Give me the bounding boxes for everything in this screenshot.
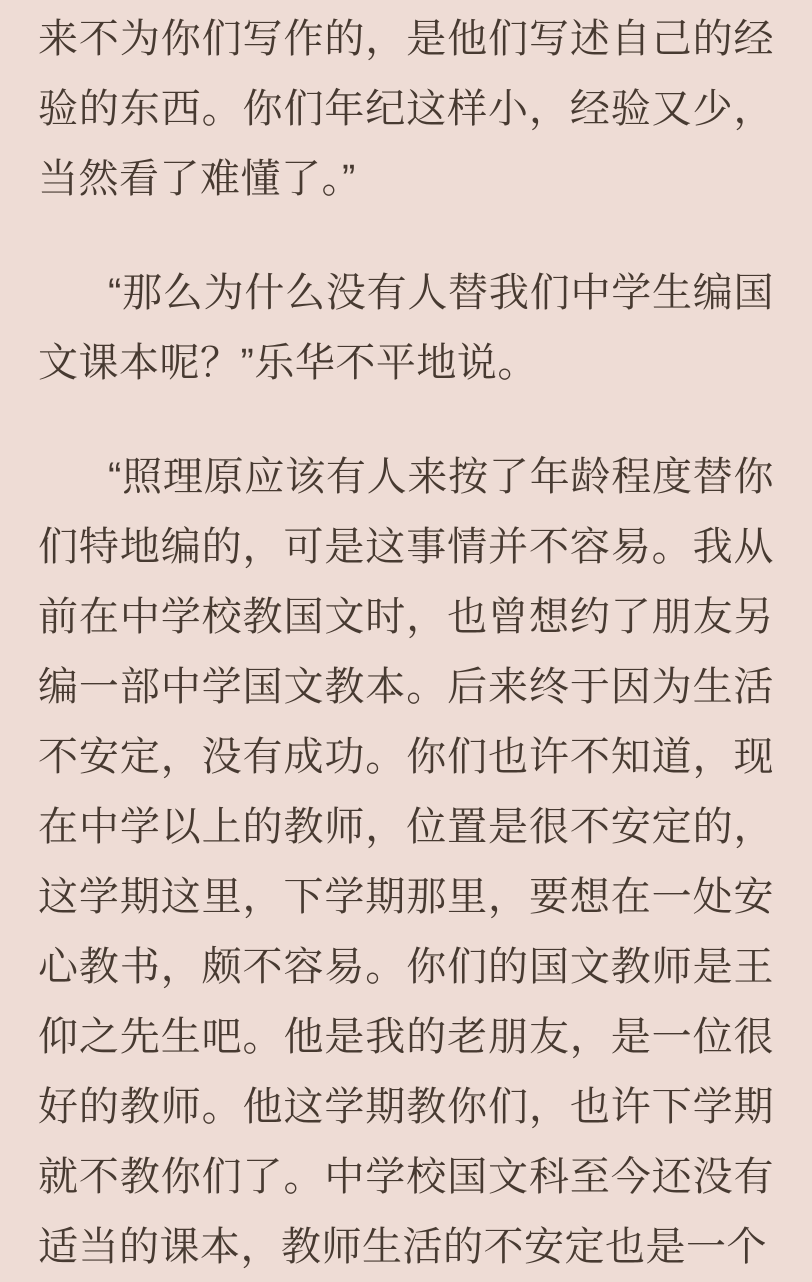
paragraph-dialogue-lehua: “那么为什么没有人替我们中学生编国文课本呢？”乐华不平地说。 — [38, 271, 774, 385]
paragraph-dialogue-reply: “照理原应该有人来按了年龄程度替你们特地编的，可是这事情并不容易。我从前在中学校教国文时，也曾想约了朋友另编一部中学国文教本。后来终于因为生活不安定，没有成功。你们也许不知道，现在中学以上的教师，位置是很不安定的，这学期这里，下学期那里，要想在一处安心教书，颇不容易。你们的国文教师是王仰之先生吧。他是我的老朋友，是一位很好的教师。他这学期教你们，也许下学期就不教你们了。中学校国文科至今还没有适当的课本，教师生活的不安定也是一个 — [38, 455, 774, 1269]
paragraph-continuation: 来不为你们写作的，是他们写述自己的经验的东西。你们年纪这样小，经验又少，当然看了难懂了。” — [38, 17, 774, 201]
